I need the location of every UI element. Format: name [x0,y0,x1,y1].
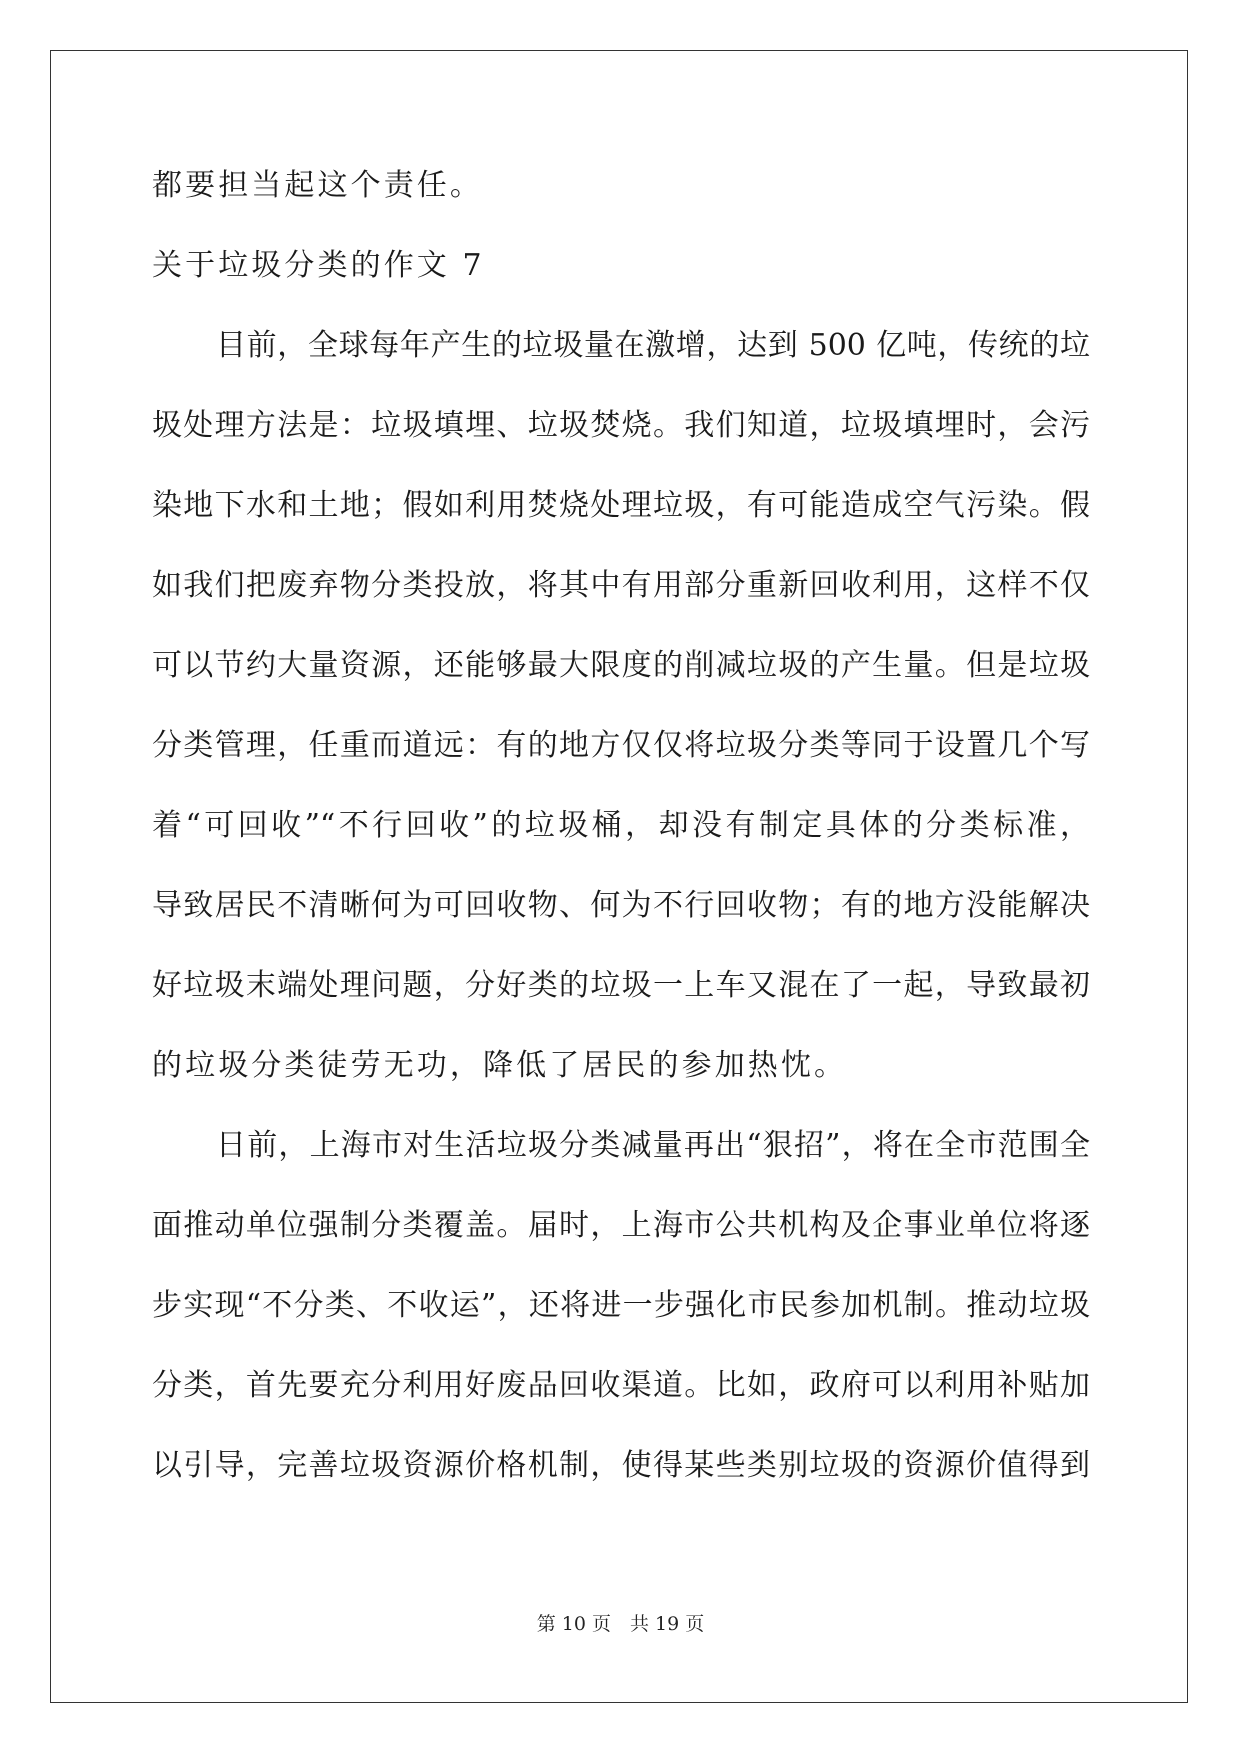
paragraph-line: 以引导，完善垃圾资源价格机制，使得某些类别垃圾的资源价值得到 [152,1448,1090,1483]
paragraph-line: 导致居民不清晰何为可回收物、何为不行回收物；有的地方没能解决 [152,888,1090,923]
paragraph-line: 好垃圾末端处理问题，分好类的垃圾一上车又混在了一起，导致最初 [152,968,1090,1003]
paragraph-line: 可以节约大量资源，还能够最大限度的削减垃圾的产生量。但是垃圾 [152,648,1090,683]
page-number-footer: 第 10 页 共 19 页 [536,1613,705,1635]
paragraph-1 [152,324,1090,1088]
paragraph-line: 分类管理，任重而道远：有的地方仅仅将垃圾分类等同于设置几个写 [152,728,1090,763]
paragraph-line: 着“可回收”“不行回收”的垃圾桶，却没有制定具体的分类标准， [152,808,1090,843]
paragraph-line: 面推动单位强制分类覆盖。届时，上海市公共机构及企事业单位将逐 [152,1208,1090,1243]
document-body [152,164,1090,1488]
paragraph-line: 日前，上海市对生活垃圾分类减量再出“狠招”，将在全市范围全 [216,1128,1090,1163]
essay-heading: 关于垃圾分类的作文 7 [152,248,485,283]
paragraph-2 [152,1124,1090,1488]
paragraph-line: 分类，首先要充分利用好废品回收渠道。比如，政府可以利用补贴加 [152,1368,1090,1403]
paragraph-line: 如我们把废弃物分类投放，将其中有用部分重新回收利用，这样不仅 [152,568,1090,603]
paragraph-line: 的垃圾分类徒劳无功，降低了居民的参加热忱。 [152,1048,848,1083]
paragraph-line: 步实现“不分类、不收运”，还将进一步强化市民参加机制。推动垃圾 [152,1288,1090,1323]
paragraph-line: 目前，全球每年产生的垃圾量在激增，达到 500 亿吨，传统的垃 [216,328,1090,363]
closing-line: 都要担当起这个责任。 [152,168,483,203]
paragraph-line: 染地下水和土地；假如利用焚烧处理垃圾，有可能造成空气污染。假 [152,488,1090,523]
paragraph-line: 圾处理方法是：垃圾填埋、垃圾焚烧。我们知道，垃圾填埋时，会污 [152,408,1090,443]
